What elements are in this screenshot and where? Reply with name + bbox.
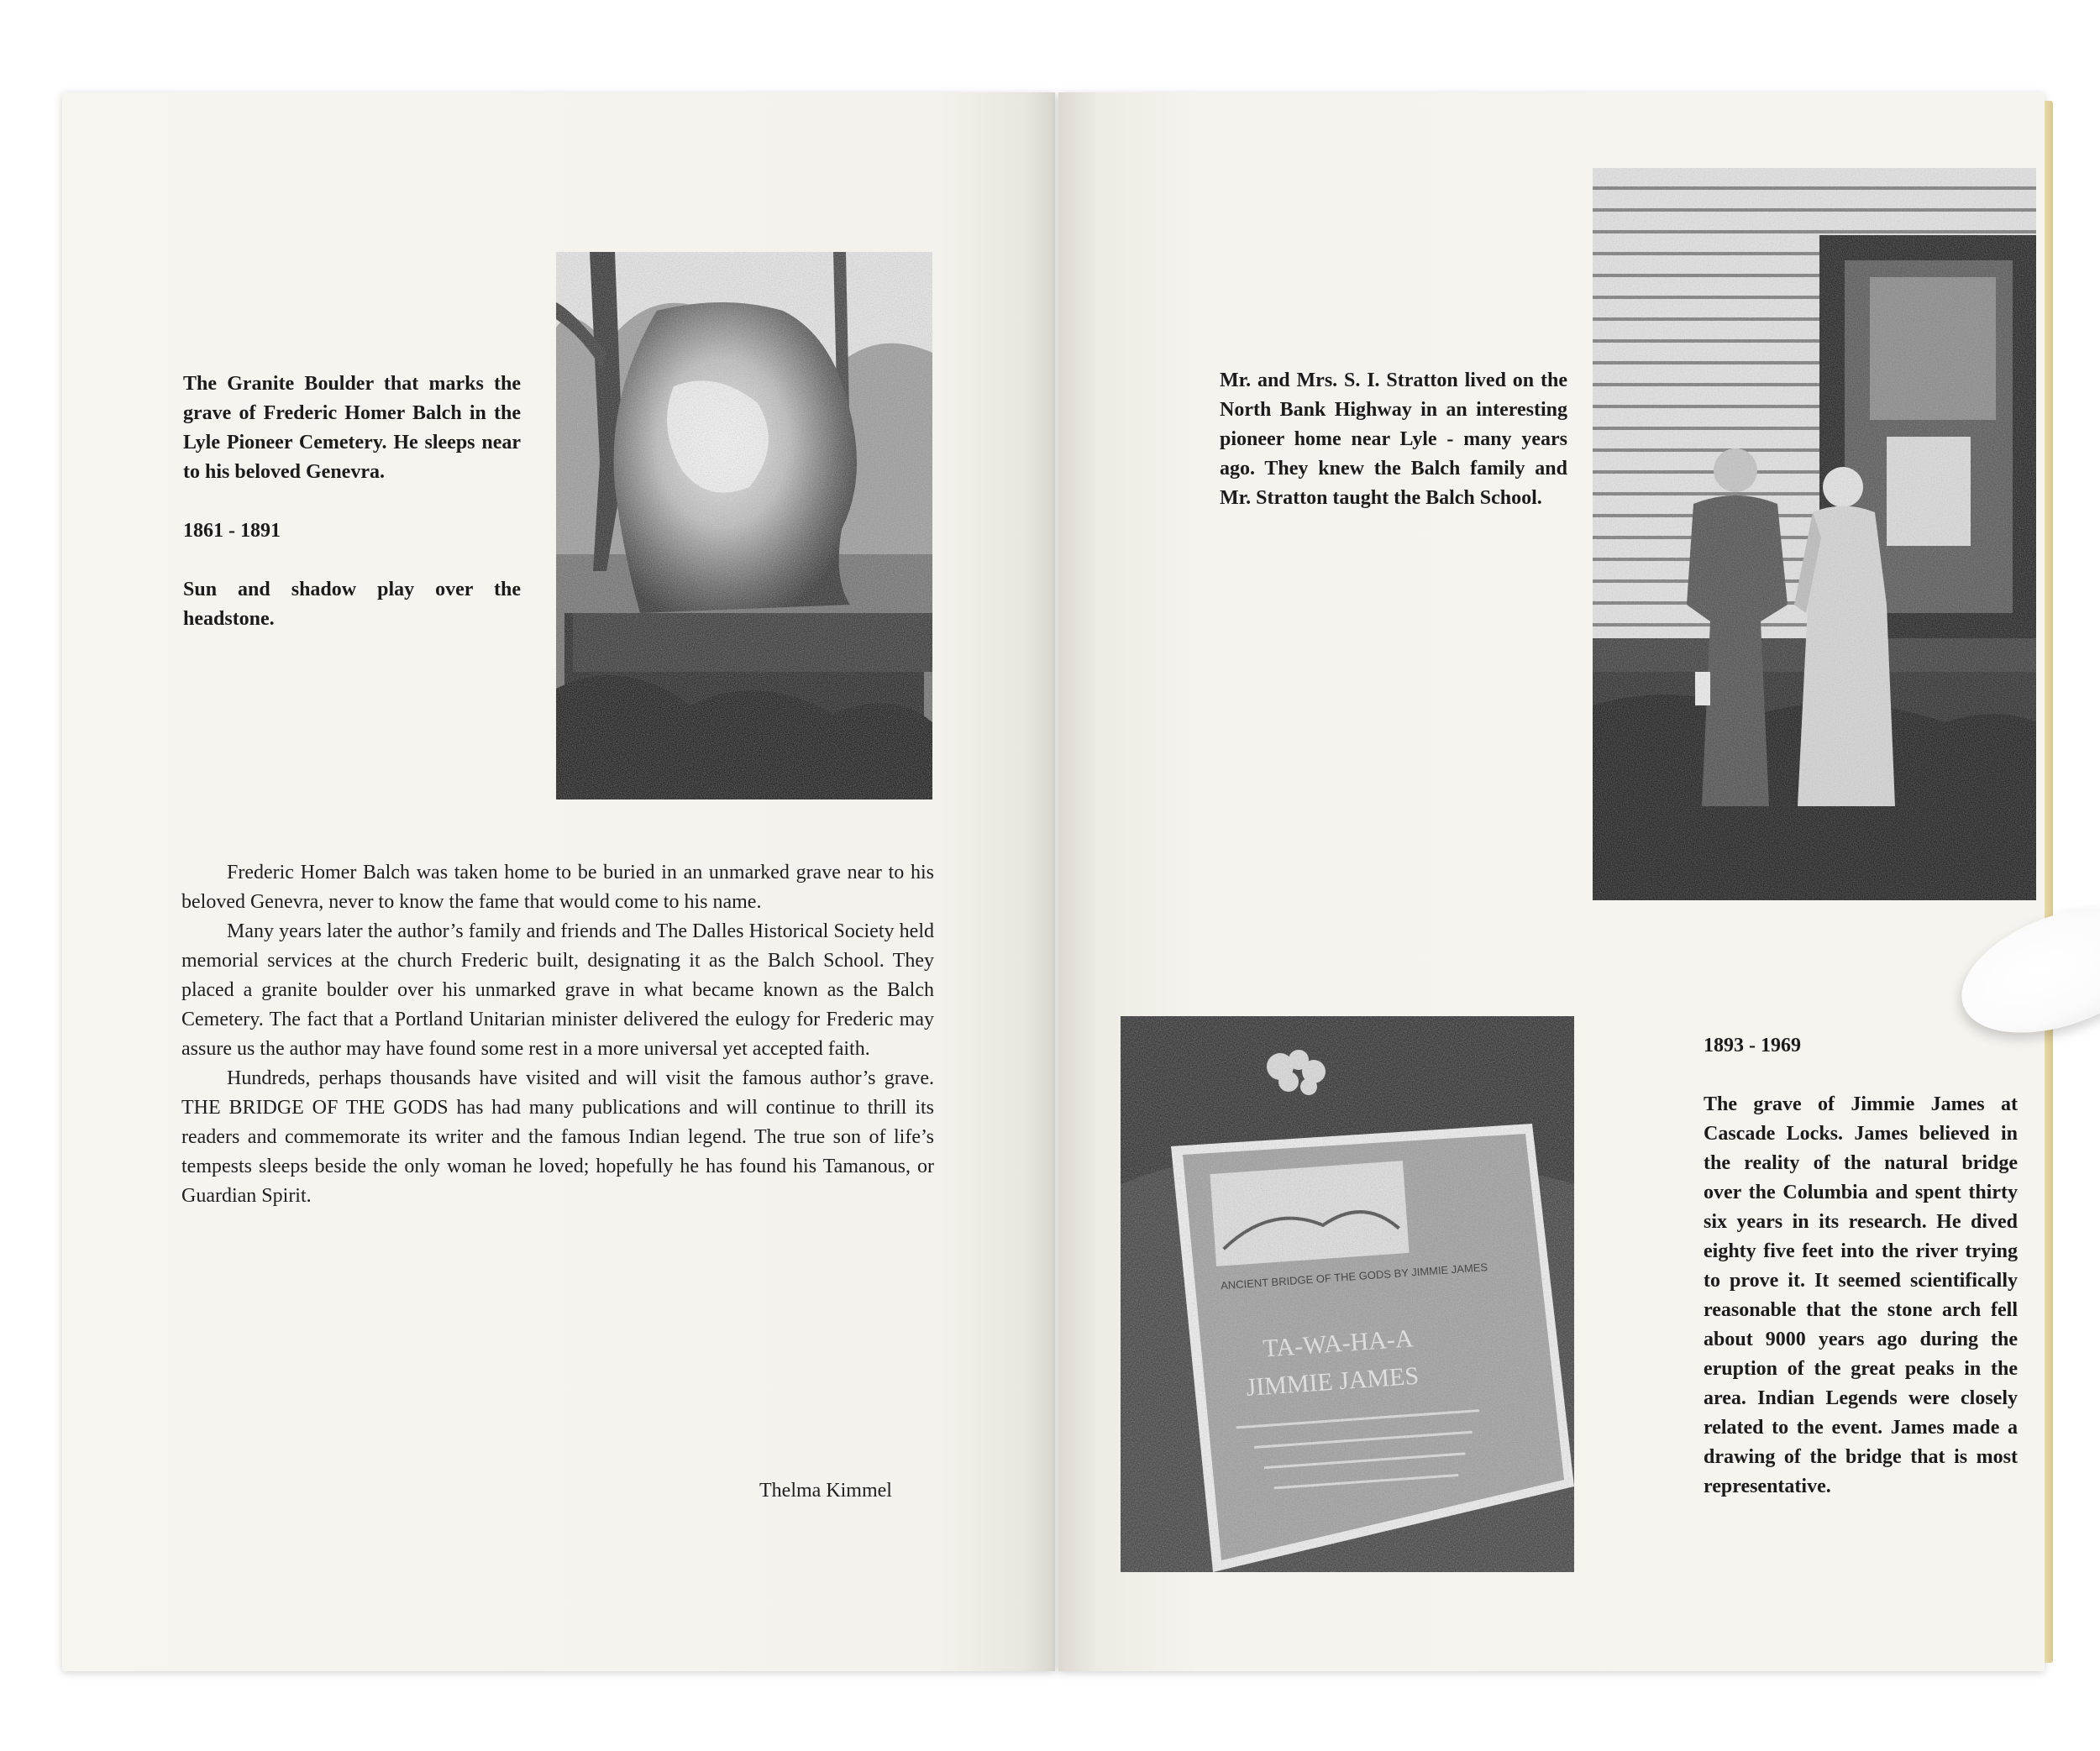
balch-dates: 1861 - 1891 [183,520,281,542]
article-paragraph-3: Hundreds, perhaps thousands have visited and will visit the famous author’s grave. THE BRIDGE OF THE GODS has had many publications and will continue to thrill its readers and commemorate its writer and the famous Indian legend. The true son of life’s tempests sleeps beside the only woman he loved; hopefully he has found his Tamanous, or Guardian Spirit. [181,1067,934,1207]
boulder-caption-note: Sun and shadow play over the headstone. [183,579,521,630]
jimmie-james-grave-illustration [1121,1016,1574,1572]
author-signature: Thelma Kimmel [759,1480,892,1502]
stratton-couple-photo [1593,168,2036,900]
granite-boulder-illustration [556,252,932,799]
stratton-caption: Mr. and Mrs. S. I. Stratton lived on the North Bank Highway in an interesting pioneer home near Lyle - many years ago. They knew the Balch family and Mr. Stratton taught the Balch School. [1220,370,1567,509]
boulder-caption-text: The Granite Boulder that marks the grave of Frederic Homer Balch in the Lyle Pioneer Cemetery. He sleeps near to his beloved Genevra. [183,373,521,483]
james-dates: 1893 - 1969 [1704,1035,1801,1056]
article-body [181,858,934,1211]
open-booklet [62,92,2045,1671]
left-page [62,92,1055,1671]
boulder-caption [183,370,521,634]
james-caption-text: The grave of Jimmie James at Cascade Locks. James believed in the reality of the natural bridge over the Columbia and spent thirty six years in its research. He dived eighty five feet into the river trying to prove it. It seemed scientifically reasonable that the stone arch fell about 9000 years ago during the eruption of the great peaks in the area. Indian Legends were closely related to the event. James made a drawing of the bridge that is most representative. [1704,1093,2018,1497]
article-paragraph-2: Many years later the author’s family and friends and The Dalles Historical Society held memorial services at the church Frederic built, designating it as the Balch School. They placed a granite boulder over his unmarked grave in what became known as the Balch Cemetery. The fact that a Portland Unitarian minister delivered the eulogy for Frederic may assure us the author may have found some rest in a more universal yet accepted faith. [181,920,934,1060]
article-paragraph-1: Frederic Homer Balch was taken home to be buried in an unmarked grave near to his beloved Genevra, never to know the fame that would come to his name. [181,862,934,913]
granite-boulder-photo [556,252,932,799]
right-page [1058,92,2045,1671]
jimmie-james-grave-photo [1121,1016,1574,1572]
stratton-couple-illustration [1593,168,2036,900]
jimmie-james-caption [1704,1031,2018,1502]
page-edge [2045,101,2053,1663]
